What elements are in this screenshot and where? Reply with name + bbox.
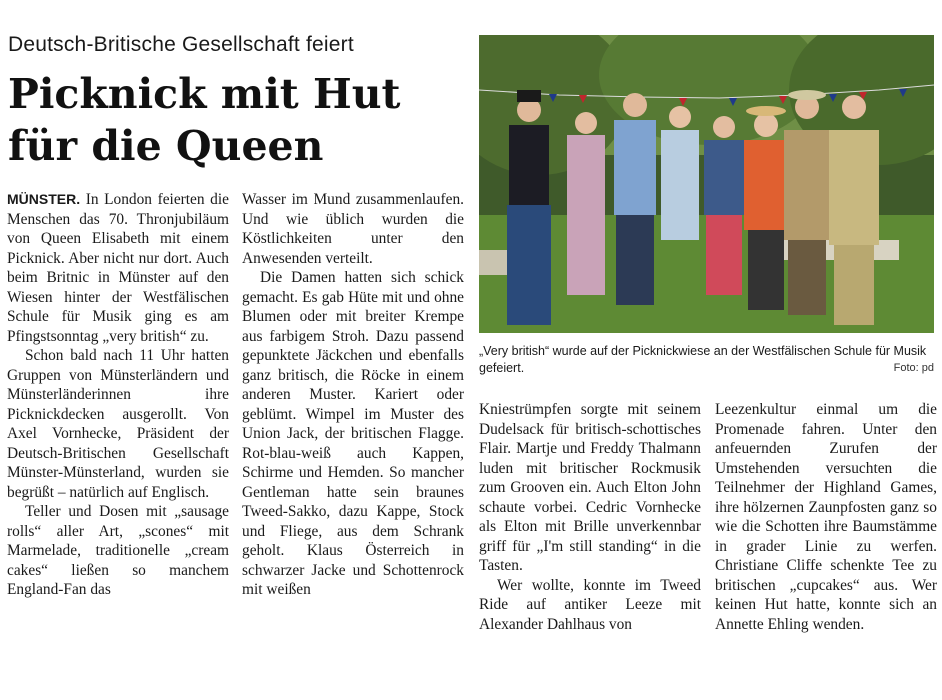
paragraph-text: In London feierten die Menschen das 70. Thronjubiläum von Queen Elisabeth mit einem Picknick. Aber nicht nur dort. Auch beim Britnic in Münster auf den Wiesen hinter der Westfälischen Schule für Musik ging es am Pfingstsonntag „very british“ zu. xyxy=(7,191,229,345)
photo-credit: Foto: pd xyxy=(893,362,934,374)
article-column-2 xyxy=(242,190,464,600)
event-photo xyxy=(479,35,934,333)
article-column-3 xyxy=(479,400,701,634)
picnic-group-illustration xyxy=(479,35,934,333)
article-headline xyxy=(8,68,468,172)
headline-line-1: Picknick mit Hut xyxy=(8,70,401,118)
article-paragraph: Wasser im Mund zusammenlaufen. Und wie üblich wurden die Köstlichkeiten unter den Anwesenden verteilt. xyxy=(242,191,464,267)
article-paragraph: Schon bald nach 11 Uhr hatten Gruppen von Münsterländern und Münsterländerinnen ihre Picknickdecken ausgerollt. Von Axel Vornhecke, Präsident der Deutsch-Britischen Gesellschaft Münster-Münsterland, wurden sie begrüßt – natürlich auf Englisch. xyxy=(7,347,229,501)
article-paragraph xyxy=(7,190,229,346)
article-paragraph: Leezenkultur einmal um die Promenade fahren. Unter den anfeuernden Zurufen der Umstehenden versuchten die Teilnehmer der Highland Games, ihre hölzernen Zaunpfosten ganz so wie die Schotten ihre Baumstämme in grader Linie zu werfen. Christiane Cliffe schenkte Tee zu britischen „cupcakes“ aus. Wer keinen Hut hatte, konnte sich an Annette Ehling wenden. xyxy=(715,401,937,633)
photo-caption: „Very british“ wurde auf der Picknickwiese an der Westfälischen Schule für Musik gefeiert. xyxy=(479,344,927,375)
article-column-4 xyxy=(715,400,937,634)
headline-line-2: für die Queen xyxy=(8,122,324,170)
article-paragraph: Wer wollte, konnte im Tweed Ride auf antiker Leeze mit Alexander Dahlhaus von xyxy=(479,576,701,633)
dateline: MÜNSTER. xyxy=(7,191,81,207)
article-column-1 xyxy=(7,190,229,600)
article-kicker: Deutsch-Britische Gesellschaft feiert xyxy=(8,33,354,56)
article-paragraph: Die Damen hatten sich schick gemacht. Es gab Hüte mit und ohne Blumen oder mit breiter Krempe aus farbigem Stroh. Dazu passend gepunktete Jäckchen und ebenfalls ganz britisch, die Röcke in einem anderen Muster. Kariert oder geblümt. Wimpel im Muster des Union Jack, der britischen Flagge. Rot-blau-weiß auch Kappen, Schirme und Hemden. So mancher Gentleman hatte sein braunes Tweed-Sakko, dazu Kappe, Stock und Fliege, aus dem Schrank geholt. Klaus Österreich in schwarzer Jacke und Schottenrock mit weißen xyxy=(242,269,464,598)
article-paragraph: Kniestrümpfen sorgte mit seinem Dudelsack für britisch-schottisches Flair. Martje und Freddy Thalmann luden mit britischer Rockmusik zum Grooven ein. Auch Elton John schaute vorbei. Cedric Vornhecke als Elton mit Brille unverkennbar griff für „I'm still standing“ in die Tasten. xyxy=(479,401,701,574)
article-paragraph: Teller und Dosen mit „sausage rolls“ aller Art, „scones“ mit Marmelade, traditionelle „cream cakes“ ließen so manchem England-Fan das xyxy=(7,503,229,598)
